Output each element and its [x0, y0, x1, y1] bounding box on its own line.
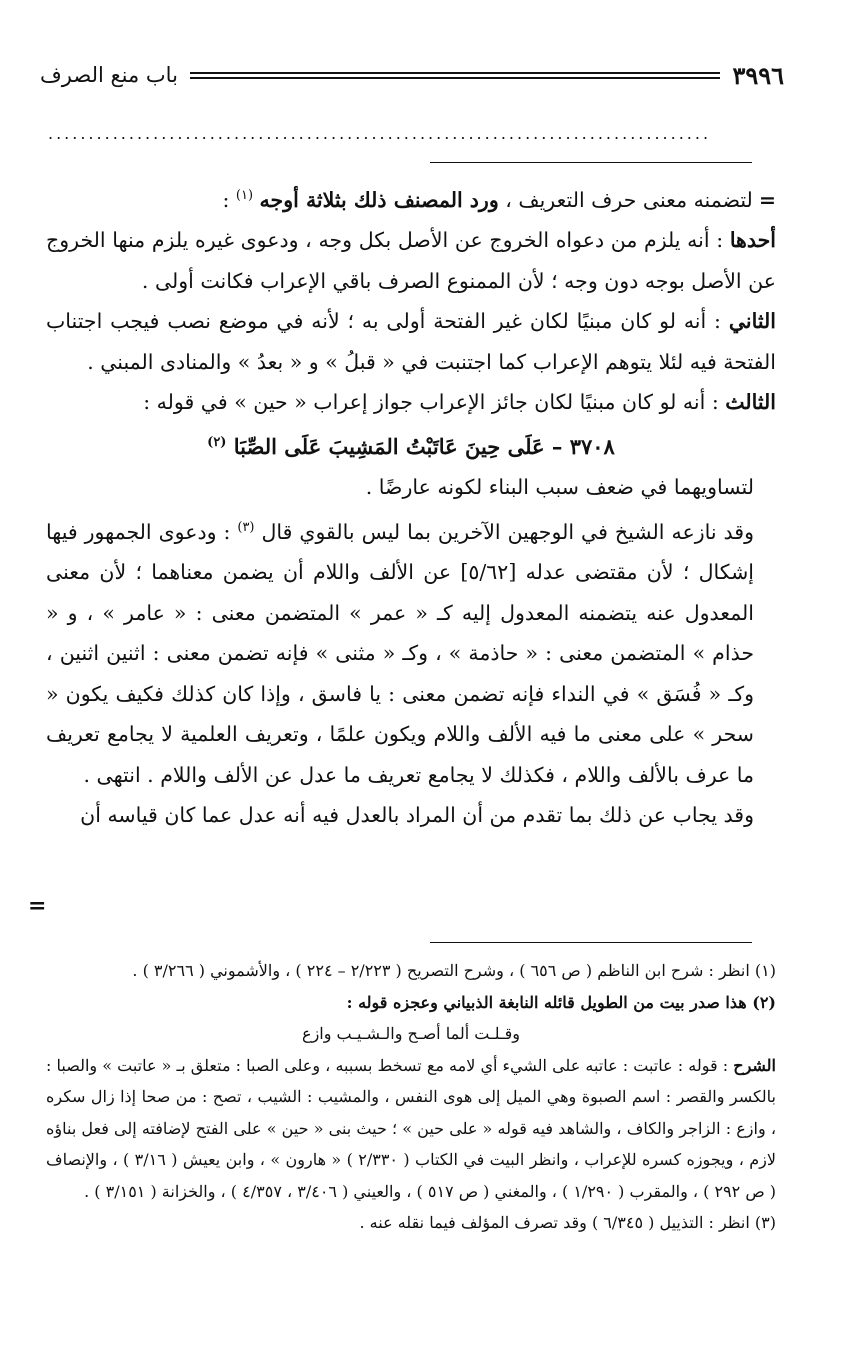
sharh-text: : قوله : عاتبت : عاتبه على الشيء أي لامه مع تسخط بسببه ، وعلى الصبا : متعلق بـ « عاتبت » والصبا : بالكسر والقصر : اسم الصبوة وهي الميل إلى هوى النفس ، والمشيب : الشيب ، تصح : من صحا إذا زال سكره ، وازع : الزاجر والكاف ، والشاهد فيه قوله « على حين » ؛ حيث بنى « حين » على الفتح لإضافته إلى فعل بناؤه لازم ، ويجوزه كسره للإعراب ، وانظر البيت في الكتاب ( ٢/٣٣٠ ) « هارون » ، وابن يعيش ( ٣/١٦ ) ، والإنصاف ( ص ٢٩٢ ) ، والمقرب ( ١/٢٩٠ ) ، والمغني ( ص ٥١٧ ) ، والعيني ( ٣/٤٠٦ ، ٤/٣٥٧ ) ، والخزانة ( ٣/١٥١ ) .: [46, 1055, 777, 1201]
header-rule: [190, 72, 721, 79]
first-label: أحدها: [729, 228, 776, 253]
paragraph-second: [46, 301, 776, 382]
footnote-2-intro: [46, 987, 776, 1019]
footnote-ref-2: (٢): [207, 434, 227, 450]
continues-mark: =: [28, 893, 47, 919]
page-header: [40, 58, 784, 92]
third-label: الثالث: [725, 390, 776, 415]
first-text: : أنه يلزم من دعواه الخروج عن الأصل بكل وجه ، ودعوى غيره يلزم منها الخروج عن الأصل بوجه دون وجه ؛ لأن الممنوع الصرف باقي الإعراب فكانت أولى .: [46, 228, 776, 293]
footnote-2-bold: (٢) هذا صدر بيت من الطويل قائله النابغة الذبياني وعجزه قوله :: [346, 992, 776, 1012]
footnote-3: (٣) انظر : التذييل ( ٦/٣٤٥ ) وقد تصرف المؤلف فيما نقله عنه .: [359, 1213, 776, 1232]
third-text: : أنه لو كان مبنيًا لكان جائز الإعراب جواز إعراب « حين » في قوله :: [143, 390, 726, 415]
paragraph-third: [46, 382, 776, 423]
chapter-title: باب منع الصرف: [40, 63, 178, 87]
dotted-separator: ..................................................................................: [48, 124, 712, 143]
footnote-rule: [430, 942, 752, 943]
main-text: [46, 176, 776, 836]
dispute-rest: : ودعوى الجمهور فيها إشكال ؛ لأن مقتضى عدله [٥/٦٢] عن الألف واللام أن يضمن معناهما ؛ لأن معنى المعدول عنه يتضمنه المعدول إليه كـ « عمر » المتضمن معنى : « عامر » ، و « حذام » المتضمن معنى : « حاذمة » ، وكـ « مثنى » فإنه تضمن معنى : اثنين اثنين ، وكـ « فُسَق » في النداء فإنه تضمن معنى : يا فاسق ، وإذا كان كذلك فكيف يكون « سحر » على معنى ما فيه الألف واللام ويكون علمًا ، وتعريف العلمية لا يجامع تعريف ما عرف بالألف واللام ، فكذلك لا يجامع تعريف ما عدل عن الألف واللام . انتهى .: [46, 519, 754, 787]
intro-end: :: [222, 187, 236, 212]
intro-text: لتضمنه معنى حرف التعريف ،: [498, 187, 753, 212]
footnote-1: (١) انظر : شرح ابن الناظم ( ص ٦٥٦ ) ، وشرح التصريح ( ٢/٢٢٣ – ٢٢٤ ) ، والأشموني ( ٣/٢٦٦ ) .: [132, 961, 776, 980]
paragraph-intro: [46, 176, 776, 220]
verse-line: [46, 423, 776, 468]
footnote-2-verse: وقـلـت ألما أصـح والـشـيـب وازع: [302, 1024, 520, 1043]
page-number: ٣٩٩٦: [732, 60, 784, 90]
continuation-mark: =: [758, 187, 776, 212]
paragraph-dispute: [46, 508, 776, 795]
second-label: الثاني: [728, 309, 776, 334]
footnote-2-sharh: [46, 1050, 776, 1208]
paragraph-last: وقد يجاب عن ذلك بما تقدم من أن المراد بالعدل فيه أنه عدل عما كان قياسه أن: [80, 803, 754, 828]
footnote-ref-3: (٣): [237, 519, 255, 535]
verse-text: عَلَى حِينَ عَاتَبْتُ المَشِيبَ عَلَى الصِّبَا: [233, 433, 545, 459]
dispute-text: وقد نازعه الشيخ في الوجهين الآخرين بما ليس بالقوي قال: [261, 519, 754, 544]
top-short-rule: [430, 162, 752, 163]
footnotes: [46, 955, 776, 1239]
paragraph-first: [46, 220, 776, 301]
intro-bold: ورد المصنف ذلك بثلاثة أوجه: [259, 187, 499, 212]
footnote-ref-1: (١): [235, 188, 254, 203]
paragraph-third-tail: لتساويهما في ضعف سبب البناء لكونه عارضًا .: [365, 475, 754, 500]
second-text: : أنه لو كان مبنيًا لكان غير الفتحة أولى به ؛ لأنه في موضع نصب فيجب اجتناب الفتحة فيه لئلا يتوهم الإعراب كما اجتنبت في « قبلُ » و « بعدُ » والمنادى المبني .: [46, 309, 776, 374]
sharh-label: الشرح: [733, 1055, 776, 1075]
verse-number: ٣٧٠٨ –: [551, 433, 615, 459]
